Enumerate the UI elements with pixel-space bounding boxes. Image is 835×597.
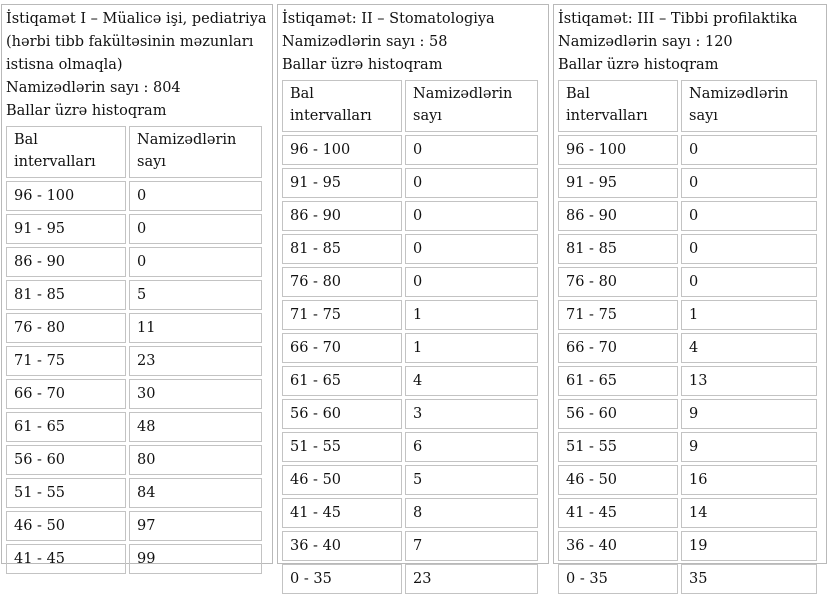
histogram-label: Ballar üzrə histoqram xyxy=(6,103,167,119)
table-row xyxy=(558,234,817,264)
interval-cell: 71 - 75 xyxy=(558,300,678,330)
table-row xyxy=(282,267,538,297)
table-row xyxy=(558,366,817,396)
interval-cell: 36 - 40 xyxy=(558,531,678,561)
table-row xyxy=(282,366,538,396)
interval-cell: 46 - 50 xyxy=(282,465,402,495)
interval-cell: 0 - 35 xyxy=(282,564,402,594)
interval-cell: 71 - 75 xyxy=(282,300,402,330)
interval-cell: 91 - 95 xyxy=(6,214,126,244)
count-cell: 11 xyxy=(129,313,262,343)
count-cell: 48 xyxy=(129,412,262,442)
count-cell: 23 xyxy=(129,346,262,376)
count-cell: 13 xyxy=(681,366,817,396)
count-cell: 0 xyxy=(405,201,538,231)
count-cell: 1 xyxy=(681,300,817,330)
table-row xyxy=(282,201,538,231)
interval-cell: 41 - 45 xyxy=(6,544,126,574)
direction-2-panel xyxy=(277,4,549,587)
count-cell: 6 xyxy=(405,432,538,462)
count-cell: 30 xyxy=(129,379,262,409)
interval-cell: 71 - 75 xyxy=(6,346,126,376)
count-cell: 97 xyxy=(129,511,262,541)
count-cell: 0 xyxy=(405,168,538,198)
table-row xyxy=(6,511,262,541)
count-cell: 23 xyxy=(405,564,538,594)
interval-cell: 86 - 90 xyxy=(558,201,678,231)
count-cell: 0 xyxy=(129,181,262,211)
table-row xyxy=(282,564,538,594)
interval-cell: 51 - 55 xyxy=(282,432,402,462)
interval-cell: 81 - 85 xyxy=(282,234,402,264)
interval-cell: 81 - 85 xyxy=(558,234,678,264)
table-row xyxy=(282,300,538,330)
interval-cell: 0 - 35 xyxy=(558,564,678,594)
direction-title: İstiqamət: II – Stomatologiya xyxy=(282,11,495,27)
candidate-count: Namizədlərin sayı : 804 xyxy=(6,80,181,96)
interval-cell: 66 - 70 xyxy=(282,333,402,363)
table-row xyxy=(6,247,262,277)
histogram-table xyxy=(555,77,820,597)
direction-subtitle: (hərbi tibb fakültəsinin məzunları xyxy=(6,34,254,50)
interval-cell: 46 - 50 xyxy=(6,511,126,541)
table-row xyxy=(558,564,817,594)
table-row xyxy=(6,280,262,310)
interval-cell: 96 - 100 xyxy=(6,181,126,211)
table-row xyxy=(558,531,817,561)
interval-cell: 91 - 95 xyxy=(558,168,678,198)
count-cell: 0 xyxy=(681,135,817,165)
interval-cell: 41 - 45 xyxy=(282,498,402,528)
table-row xyxy=(558,201,817,231)
count-cell: 14 xyxy=(681,498,817,528)
count-cell: 1 xyxy=(405,333,538,363)
count-cell: 16 xyxy=(681,465,817,495)
count-cell: 99 xyxy=(129,544,262,574)
count-cell: 1 xyxy=(405,300,538,330)
table-row xyxy=(282,399,538,429)
table-row xyxy=(558,465,817,495)
interval-cell: 86 - 90 xyxy=(6,247,126,277)
table-row xyxy=(6,445,262,475)
interval-cell: 76 - 80 xyxy=(282,267,402,297)
count-cell: 0 xyxy=(681,267,817,297)
interval-cell: 76 - 80 xyxy=(6,313,126,343)
interval-cell: 66 - 70 xyxy=(558,333,678,363)
count-cell: 0 xyxy=(129,214,262,244)
direction-3-panel xyxy=(553,4,827,587)
table-row xyxy=(6,214,262,244)
direction-title: İstiqamət: III – Tibbi profilaktika xyxy=(558,11,798,27)
direction-title: İstiqamət I – Müalicə işi, pediatriya xyxy=(6,11,267,27)
count-cell: 0 xyxy=(681,168,817,198)
column-header-count: Namizədlərin sayı xyxy=(129,126,262,178)
histogram-label: Ballar üzrə histoqram xyxy=(282,57,443,73)
interval-cell: 61 - 65 xyxy=(6,412,126,442)
count-cell: 35 xyxy=(681,564,817,594)
table-row xyxy=(282,432,538,462)
candidate-count: Namizədlərin sayı : 58 xyxy=(282,34,448,50)
count-cell: 9 xyxy=(681,399,817,429)
interval-cell: 46 - 50 xyxy=(558,465,678,495)
table-row xyxy=(558,432,817,462)
table-row xyxy=(6,346,262,376)
table-row xyxy=(558,267,817,297)
interval-cell: 91 - 95 xyxy=(282,168,402,198)
interval-cell: 61 - 65 xyxy=(558,366,678,396)
direction-1-header xyxy=(2,8,272,123)
count-cell: 0 xyxy=(681,201,817,231)
interval-cell: 81 - 85 xyxy=(6,280,126,310)
count-cell: 5 xyxy=(129,280,262,310)
interval-cell: 56 - 60 xyxy=(6,445,126,475)
interval-cell: 61 - 65 xyxy=(282,366,402,396)
table-header-row xyxy=(6,126,262,178)
table-header-row xyxy=(558,80,817,132)
interval-cell: 51 - 55 xyxy=(558,432,678,462)
column-header-intervals: Bal intervalları xyxy=(6,126,126,178)
table-row xyxy=(6,544,262,574)
table-row xyxy=(282,498,538,528)
table-row xyxy=(558,399,817,429)
count-cell: 0 xyxy=(405,234,538,264)
interval-cell: 41 - 45 xyxy=(558,498,678,528)
table-row xyxy=(558,168,817,198)
candidate-count: Namizədlərin sayı : 120 xyxy=(558,34,733,50)
table-row xyxy=(6,412,262,442)
interval-cell: 56 - 60 xyxy=(282,399,402,429)
interval-cell: 66 - 70 xyxy=(6,379,126,409)
interval-cell: 86 - 90 xyxy=(282,201,402,231)
count-cell: 4 xyxy=(405,366,538,396)
count-cell: 0 xyxy=(405,267,538,297)
interval-cell: 96 - 100 xyxy=(282,135,402,165)
table-row xyxy=(558,333,817,363)
table-row xyxy=(282,234,538,264)
count-cell: 80 xyxy=(129,445,262,475)
table-row xyxy=(282,531,538,561)
count-cell: 5 xyxy=(405,465,538,495)
count-cell: 3 xyxy=(405,399,538,429)
count-cell: 0 xyxy=(681,234,817,264)
histogram-table xyxy=(3,123,265,577)
count-cell: 4 xyxy=(681,333,817,363)
count-cell: 7 xyxy=(405,531,538,561)
table-row xyxy=(6,313,262,343)
table-row xyxy=(282,168,538,198)
table-row xyxy=(6,379,262,409)
direction-1-panel xyxy=(1,4,273,567)
column-header-intervals: Bal intervalları xyxy=(558,80,678,132)
direction-2-header xyxy=(278,8,548,77)
table-row xyxy=(282,135,538,165)
interval-cell: 76 - 80 xyxy=(558,267,678,297)
direction-subtitle: istisna olmaqla) xyxy=(6,57,123,73)
table-row xyxy=(558,135,817,165)
table-row xyxy=(282,465,538,495)
interval-cell: 51 - 55 xyxy=(6,478,126,508)
table-row xyxy=(282,333,538,363)
interval-cell: 96 - 100 xyxy=(558,135,678,165)
interval-cell: 56 - 60 xyxy=(558,399,678,429)
count-cell: 0 xyxy=(405,135,538,165)
column-header-count: Namizədlərin sayı xyxy=(405,80,538,132)
table-row xyxy=(558,498,817,528)
count-cell: 8 xyxy=(405,498,538,528)
count-cell: 9 xyxy=(681,432,817,462)
column-header-intervals: Bal intervalları xyxy=(282,80,402,132)
histogram-table xyxy=(279,77,541,597)
histogram-label: Ballar üzrə histoqram xyxy=(558,57,719,73)
count-cell: 19 xyxy=(681,531,817,561)
interval-cell: 36 - 40 xyxy=(282,531,402,561)
table-row xyxy=(6,181,262,211)
direction-3-header xyxy=(554,8,826,77)
count-cell: 0 xyxy=(129,247,262,277)
table-header-row xyxy=(282,80,538,132)
table-row xyxy=(6,478,262,508)
table-row xyxy=(558,300,817,330)
column-header-count: Namizədlərin sayı xyxy=(681,80,817,132)
count-cell: 84 xyxy=(129,478,262,508)
